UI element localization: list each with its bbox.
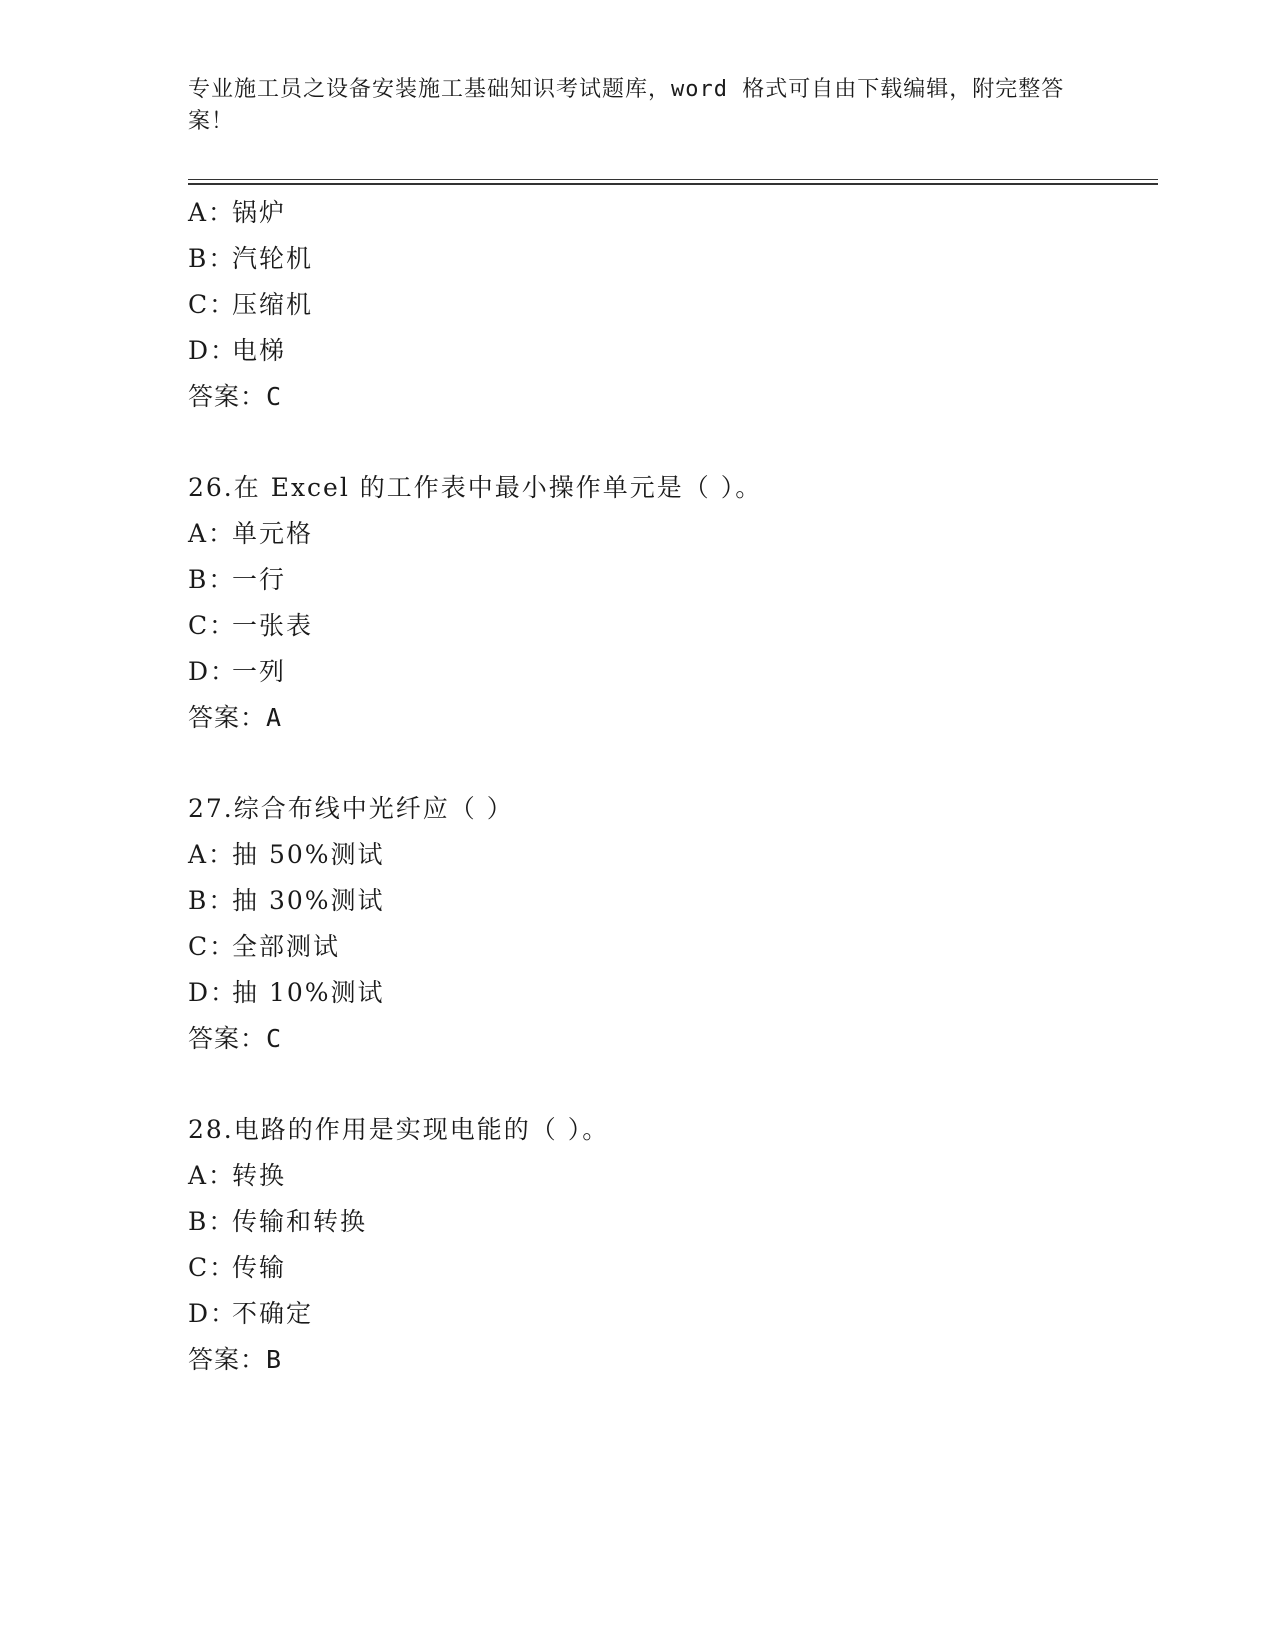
option-b: B：汽轮机 [188,244,314,273]
option-b: B：抽 30%测试 [188,886,385,915]
option-a: A：转换 [188,1161,287,1190]
option-a: A：锅炉 [188,198,287,227]
option-c: C：一张表 [188,611,314,640]
answer: 答案：C [188,1024,283,1053]
document-header: 专业施工员之设备安装施工基础知识考试题库，word 格式可自由下载编辑，附完整答案！ [188,77,1065,134]
question-block-27 [188,786,1148,1062]
question-stem: 28.电路的作用是实现电能的（ ）。 [188,1115,610,1144]
answer: 答案：A [188,703,283,732]
option-c: C：传输 [188,1253,287,1282]
answer: 答案：B [188,1345,283,1374]
question-block-25 [188,190,1148,420]
answer: 答案：C [188,382,283,411]
option-a: A：单元格 [188,519,314,548]
option-a: A：抽 50%测试 [188,840,385,869]
option-d: D：一列 [188,657,287,686]
option-d: D：电梯 [188,336,287,365]
option-d: D：抽 10%测试 [188,978,385,1007]
option-d: D：不确定 [188,1299,314,1328]
question-stem: 26.在 Excel 的工作表中最小操作单元是（ ）。 [188,473,763,502]
option-c: C：压缩机 [188,290,314,319]
header-divider-thin [188,179,1158,180]
option-b: B：传输和转换 [188,1207,368,1236]
option-c: C：全部测试 [188,932,341,961]
question-list [188,190,1148,1383]
option-b: B：一行 [188,565,287,594]
question-stem: 27.综合布线中光纤应（ ） [188,794,514,823]
header-divider-thick [188,183,1158,185]
question-block-26 [188,465,1148,741]
question-block-28 [188,1107,1148,1383]
